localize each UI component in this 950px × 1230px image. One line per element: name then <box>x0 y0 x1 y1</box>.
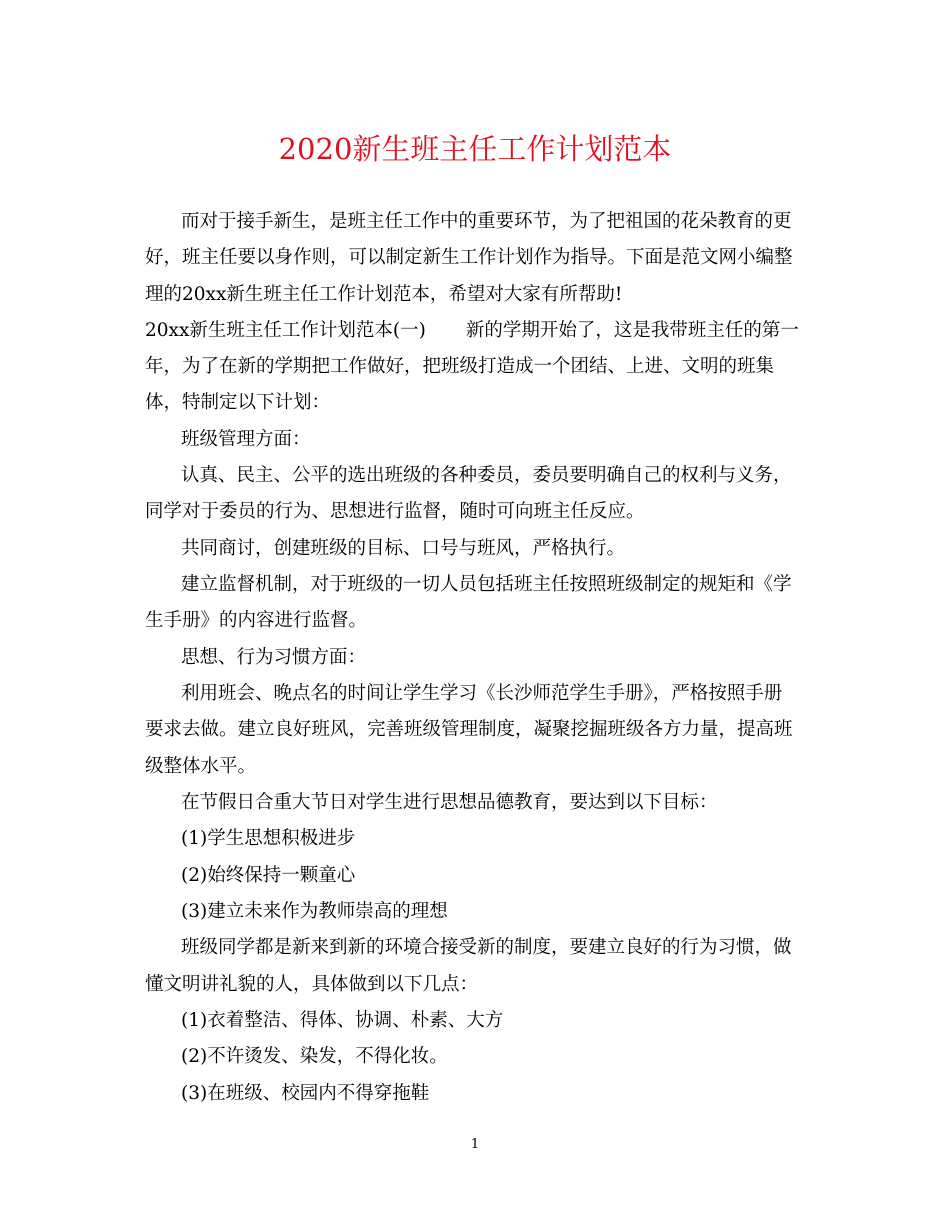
list-item: (3)在班级、校园内不得穿拖鞋 <box>181 1083 430 1104</box>
paragraph-line: 共同商讨，创建班级的目标、口号与班风，严格执行。 <box>181 538 626 559</box>
section-heading: 20xx新生班主任工作计划范本(一) <box>145 320 426 341</box>
list-item: (2)不许烫发、染发，不得化妆。 <box>181 1046 448 1067</box>
paragraph-line: 而对于接手新生，是班主任工作中的重要环节，为了把祖国的花朵教育的更 <box>181 211 792 232</box>
paragraph-line: 懂文明讲礼貌的人，具体做到以下几点： <box>145 974 479 995</box>
paragraph-line: 生手册》的内容进行监督。 <box>145 610 368 631</box>
list-item: (2)始终保持一颗童心 <box>181 865 356 886</box>
paragraph-line: 体，特制定以下计划： <box>145 392 331 413</box>
paragraph-line: 认真、民主、公平的选出班级的各种委员，委员要明确自己的权利与义务， <box>181 465 792 486</box>
list-item: (1)衣着整洁、得体、协调、朴素、大方 <box>181 1010 504 1031</box>
paragraph-text: 新的学期开始了，这是我带班主任的第一 <box>465 320 799 341</box>
paragraph-line: 理的20xx新生班主任工作计划范本，希望对大家有所帮助! <box>145 284 623 305</box>
paragraph-line: 级整体水平。 <box>145 756 257 777</box>
section-heading-line <box>145 318 799 344</box>
paragraph-line: 好，班主任要以身作则，可以制定新生工作计划作为指导。下面是范文网小编整 <box>145 247 793 268</box>
paragraph-line: 要求去做。建立良好班风，完善班级管理制度，凝聚挖掘班级各方力量，提高班 <box>145 719 793 740</box>
page-number: 1 <box>470 1137 480 1152</box>
subsection-heading: 思想、行为习惯方面： <box>181 647 367 668</box>
paragraph-line: 建立监督机制，对于班级的一切人员包括班主任按照班级制定的规矩和《学 <box>181 574 792 595</box>
paragraph-line: 在节假日合重大节日对学生进行思想品德教育，要达到以下目标： <box>181 792 718 813</box>
list-item: (1)学生思想积极进步 <box>181 828 356 849</box>
list-item: (3)建立未来作为教师崇高的理想 <box>181 901 448 922</box>
paragraph-line: 同学对于委员的行为、思想进行监督，随时可向班主任反应。 <box>145 501 645 522</box>
paragraph-line: 年，为了在新的学期把工作做好，把班级打造成一个团结、上进、文明的班集 <box>145 356 775 377</box>
subsection-heading: 班级管理方面： <box>181 429 311 450</box>
paragraph-line: 班级同学都是新来到新的环境合接受新的制度，要建立良好的行为习惯，做 <box>181 937 792 958</box>
page-title: 2020新生班主任工作计划范本 <box>278 132 672 166</box>
paragraph-line: 利用班会、晚点名的时间让学生学习《长沙师范学生手册》，严格按照手册 <box>181 683 783 704</box>
